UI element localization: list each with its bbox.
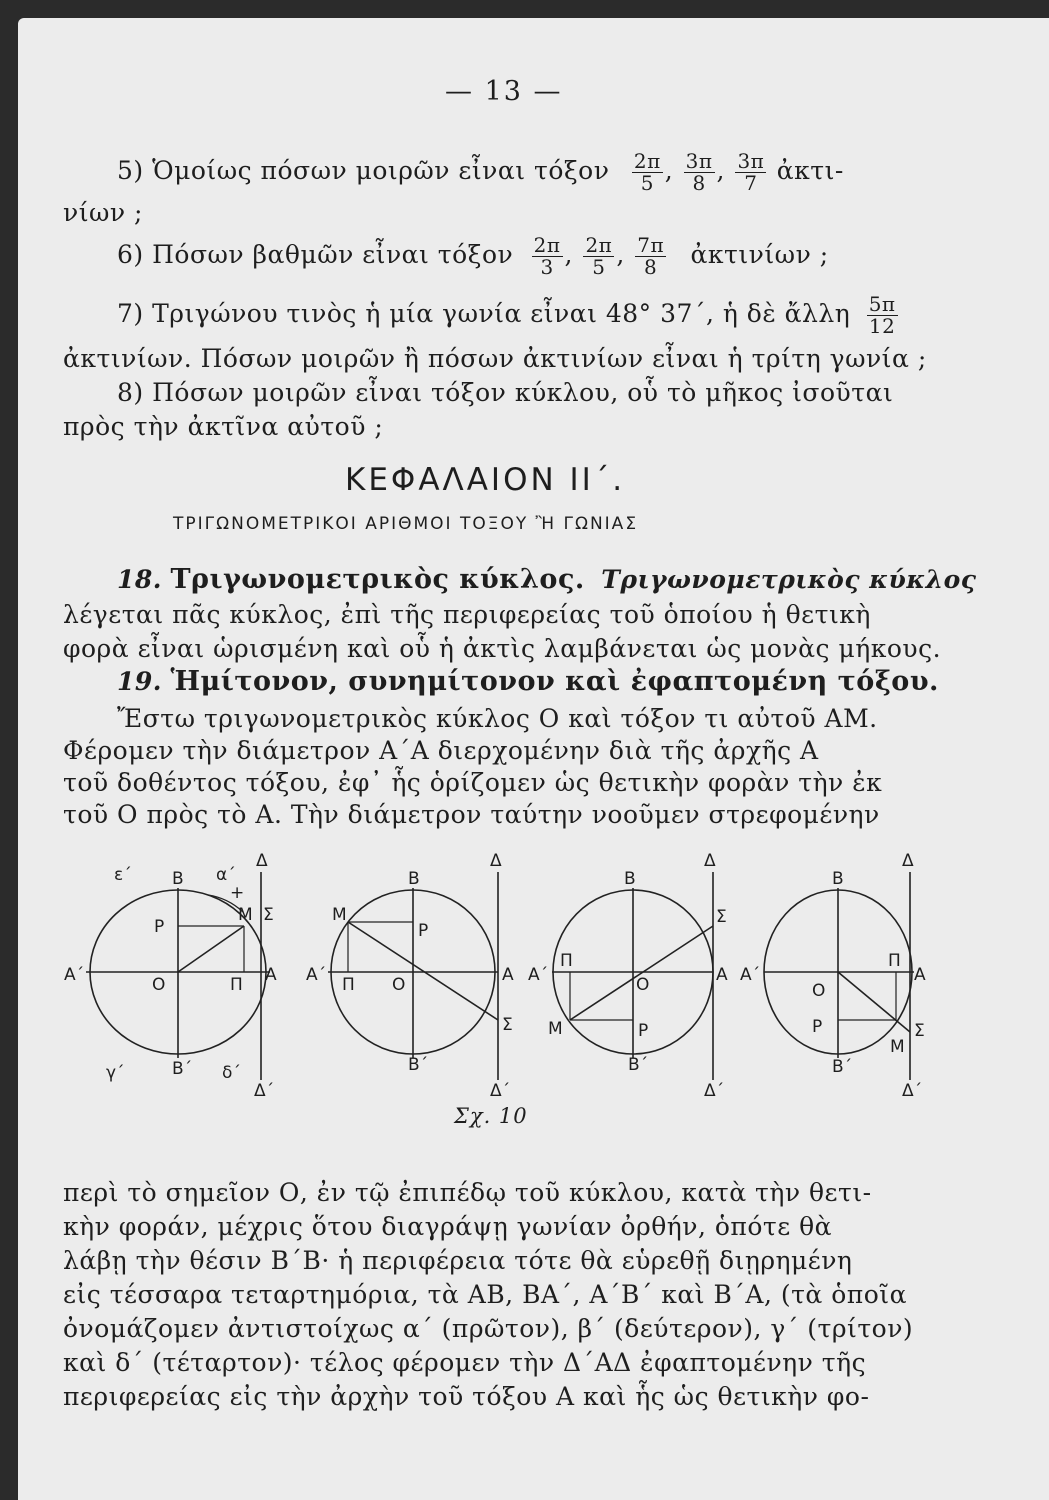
label: Α΄ xyxy=(306,965,327,985)
label: Δ xyxy=(704,851,716,871)
fraction: $\frac{2\pi}{3}$ xyxy=(533,233,561,279)
label: Μ xyxy=(332,905,347,925)
chapter-title: ΚΕΦΑΛΑΙΟΝ ΙΙ΄. xyxy=(345,462,626,498)
exercise-5-lead: 5) Ὁμοίως πόσων μοιρῶν εἶναι τόξον xyxy=(117,156,610,185)
exercise-6-lead: 6) Πόσων βαθμῶν εἶναι τόξον xyxy=(117,240,514,269)
section-19-heading xyxy=(117,666,939,697)
label: Δ΄ xyxy=(704,1081,725,1100)
exercise-7-lead: 7) Τριγώνου τινὸς ἡ μία γωνία εἶναι 48° 37΄, ἡ δὲ ἄλλη xyxy=(117,299,851,328)
label: Σ xyxy=(263,905,274,925)
label: α΄ xyxy=(216,865,236,885)
label: Δ΄ xyxy=(254,1081,275,1100)
section-19-line4: τοῦ Ο πρὸς τὸ Α. Τὴν διάμετρον ταύτην νοοῦμεν στρεφομένην xyxy=(63,800,880,829)
label: Ο xyxy=(636,975,650,995)
label: Β΄ xyxy=(628,1055,649,1075)
section-term: Τριγωνομετρικὸς κύκλος xyxy=(601,565,977,594)
radius-om xyxy=(178,926,244,972)
fraction: $\frac{5\pi}{12}$ xyxy=(868,292,896,338)
fraction: $\frac{2\pi}{5}$ xyxy=(585,233,613,279)
exercise-5: 5) Ὁμοίως πόσων μοιρῶν εἶναι τόξον $\frac{2\pi}{5}$ , $\frac{3\pi}{8}$ , $\frac{3\pi}{7}$ ἀκτι- xyxy=(117,149,844,195)
label: + xyxy=(230,883,245,903)
figure-10 xyxy=(58,840,938,1100)
label: δ΄ xyxy=(222,1063,241,1083)
label: Β xyxy=(408,869,420,889)
section-18-line2: λέγεται πᾶς κύκλος, ἐπὶ τῆς περιφερείας τοῦ ὁποίου ἡ θετικὴ xyxy=(63,600,871,629)
label: Ο xyxy=(152,975,166,995)
label: Β΄ xyxy=(172,1059,193,1079)
paragraph-line: καὶ δ΄ (τέταρτον)· τέλος φέρομεν τὴν Δ΄ΑΔ ἐφαπτομένην τῆς xyxy=(63,1348,867,1377)
label: Δ xyxy=(490,851,502,871)
page-number: — 13 — xyxy=(445,76,563,107)
paragraph-line: περὶ τὸ σημεῖον Ο, ἐν τῷ ἐπιπέδῳ τοῦ κύκλου, κατὰ τὴν θετι- xyxy=(63,1178,872,1207)
label: Π xyxy=(888,951,901,971)
radius-extended xyxy=(838,972,910,1032)
exercise-6-tail: ἀκτινίων ; xyxy=(690,240,829,269)
paragraph-line: ὀνομάζομεν ἀντιστοίχως α΄ (πρῶτον), β΄ (δεύτερον), γ΄ (τρίτον) xyxy=(63,1314,914,1343)
label: Β xyxy=(624,869,636,889)
label: Α΄ xyxy=(740,965,761,985)
fraction: $\frac{3\pi}{7}$ xyxy=(737,149,765,195)
label: Ρ xyxy=(638,1021,649,1041)
label: Ρ xyxy=(418,921,429,941)
label: Β΄ xyxy=(832,1057,853,1077)
label: Ρ xyxy=(812,1017,823,1037)
exercise-8: 8) Πόσων μοιρῶν εἶναι τόξον κύκλου, οὗ τὸ μῆκος ἰσοῦται xyxy=(117,378,894,407)
exercise-7-line2: ἀκτινίων. Πόσων μοιρῶν ἢ πόσων ἀκτινίων εἶναι ἡ τρίτη γωνία ; xyxy=(63,344,927,373)
section-title: Τριγωνομετρικὸς κύκλος. xyxy=(170,564,585,595)
section-number: 19. xyxy=(117,667,162,696)
section-19-line1: Ἔστω τριγωνομετρικὸς κύκλος Ο καὶ τόξον τι αὐτοῦ ΑΜ. xyxy=(117,704,878,733)
fraction: $\frac{3\pi}{8}$ xyxy=(685,149,713,195)
label: Α΄ xyxy=(528,965,549,985)
label: Α xyxy=(914,965,926,985)
label: Π xyxy=(342,975,355,995)
label: Σ xyxy=(716,907,727,927)
section-19-line2: Φέρομεν τὴν διάμετρον Α΄Α διερχομένην διὰ τῆς ἀρχῆς Α xyxy=(63,736,819,765)
exercise-7 xyxy=(117,294,900,337)
exercise-8-line2: πρὸς τὴν ἀκτῖνα αὐτοῦ ; xyxy=(63,412,384,441)
diagram-3 xyxy=(528,851,728,1100)
label: Β xyxy=(832,869,844,889)
paragraph-line: εἰς τέσσαρα τεταρτημόρια, τὰ ΑΒ, ΒΑ΄, Α΄Β΄ καὶ Β΄Α, (τὰ ὁποῖα xyxy=(63,1280,907,1309)
paragraph-line: περιφερείας εἰς τὴν ἀρχὴν τοῦ τόξου Α καὶ ἧς ὡς θετικὴν φο- xyxy=(63,1382,870,1411)
label: Δ xyxy=(902,851,914,871)
label: Π xyxy=(560,951,573,971)
label: Ο xyxy=(812,981,826,1001)
label: Μ xyxy=(890,1037,905,1057)
fraction: $\frac{7\pi}{8}$ xyxy=(637,233,665,279)
label: Α xyxy=(502,965,514,985)
label: Β xyxy=(172,869,184,889)
diagram-1 xyxy=(64,851,277,1100)
fraction: $\frac{2\pi}{5}$ xyxy=(633,149,661,195)
section-title: Ἡμίτονον, συνημίτονον καὶ ἐφαπτομένη τόξου. xyxy=(170,666,939,697)
label: Δ΄ xyxy=(902,1081,923,1100)
exercise-6: 6) Πόσων βαθμῶν εἶναι τόξον $\frac{2\pi}{3}$ , $\frac{2\pi}{5}$ , $\frac{7\pi}{8}$ ἀκτινίων ; xyxy=(117,233,829,279)
section-18-heading xyxy=(117,564,977,595)
chapter-subtitle: ΤΡΙΓΩΝΟΜΕΤΡΙΚΟΙ ΑΡΙΘΜΟΙ ΤΟΞΟΥ Ἢ ΓΩΝΙΑΣ xyxy=(173,514,639,534)
label: Α΄ xyxy=(64,965,85,985)
label: Α xyxy=(716,965,728,985)
label: Μ xyxy=(548,1019,563,1039)
diagram-4 xyxy=(740,851,926,1100)
label: γ΄ xyxy=(106,1063,125,1083)
diagram-2 xyxy=(306,851,514,1100)
exercise-5-line2: νίων ; xyxy=(63,198,143,227)
section-number: 18. xyxy=(117,565,162,594)
book-page xyxy=(18,18,1049,1500)
label: Β΄ xyxy=(408,1055,429,1075)
section-19-line3: τοῦ δοθέντος τόξου, ἐφ᾽ ἧς ὁρίζομεν ὡς θετικὴν φορὰν τὴν ἐκ xyxy=(63,768,883,797)
figure-caption: Σχ. 10 xyxy=(454,1104,528,1128)
label: Ρ xyxy=(154,917,165,937)
label: Σ xyxy=(914,1021,925,1041)
radius-extended xyxy=(570,926,713,1020)
label: Π xyxy=(230,975,243,995)
label: Δ΄ xyxy=(490,1081,511,1100)
exercise-5-tail: ἀκτι- xyxy=(776,156,844,185)
paragraph-line: λάβῃ τὴν θέσιν Β΄Β· ἡ περιφέρεια τότε θὰ εὑρεθῇ διῃρημένη xyxy=(63,1246,853,1275)
label: Σ xyxy=(502,1015,513,1035)
label: Α xyxy=(265,965,277,985)
label: Ο xyxy=(392,975,406,995)
label: Μ xyxy=(238,905,253,925)
section-18-line3: φορὰ εἶναι ὡρισμένη καὶ οὗ ἡ ἀκτὶς λαμβάνεται ὡς μονὰς μήκους. xyxy=(63,634,942,663)
label: Δ xyxy=(256,851,268,871)
paragraph-line: κὴν φοράν, μέχρις ὅτου διαγράψῃ γωνίαν ὀρθήν, ὁπότε θὰ xyxy=(63,1212,833,1241)
label: ε΄ xyxy=(114,865,132,885)
